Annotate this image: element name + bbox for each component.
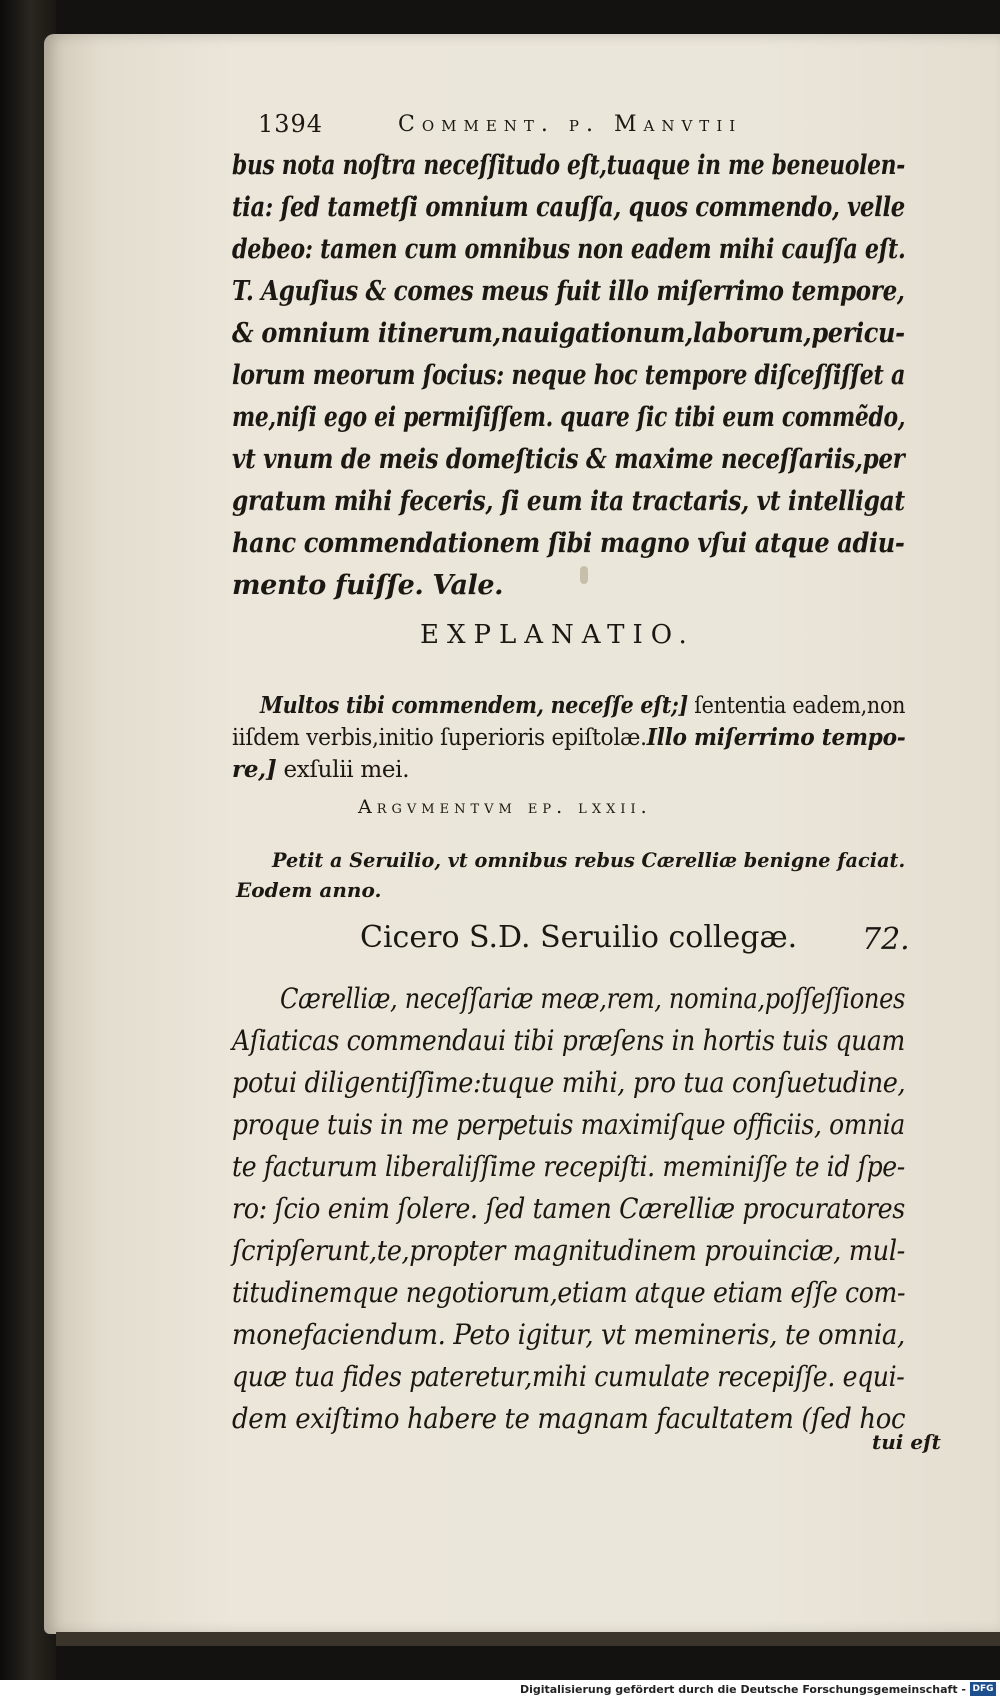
text-line: Cærelliæ, neceſſariæ meæ,rem, nomina,poſſeſſiones [280,982,906,1015]
text-line: & omnium itinerum,nauigationum,laborum,pericu- [232,318,905,349]
text-line: hanc commendationem ſibi magno vſui atque adiu- [232,528,905,559]
paper-stain [580,566,588,584]
text-line: monefaciendum. Peto igitur, vt memineris, te omnia, [232,1318,905,1351]
argumentum-line: Eodem anno. [236,878,382,902]
text-line: ſcripſerunt,te,propter magnitudinem prouinciæ, mul- [232,1234,905,1267]
argumentum-heading: Argvmentvm ep. lxxii. [358,796,652,818]
text-line: vt vnum de meis domeſticis & maxime neceſſariis,per [232,444,905,475]
running-head: Comment. p. Manvtii [398,112,743,137]
funding-notice: Digitalisierung gefördert durch die Deutsche Forschungsgemeinschaft - [519,1683,966,1696]
commentary: ſententia eadem,non [688,693,906,719]
text-line: dem exiſtimo habere te magnam facultatem (ſed hoc [232,1402,906,1435]
text-line: T. Aguſius & comes meus fuit illo miſerrimo tempore, [232,276,905,307]
page-bottom-edge [56,1632,1000,1646]
lemma: re,] [232,756,277,783]
text-line: mento fuiſſe. Vale. [232,570,504,601]
argumentum-line: Petit a Seruilio, vt omnibus rebus Cærelliæ benigne faciat. [272,848,906,872]
text-line: bus nota noſtra neceſſitudo eſt,tuaque in me beneuolen- [232,150,905,181]
commentary: iiſdem verbis,initio ſuperioris epiſtolæ. [232,725,647,751]
letter-title: Cicero S.D. Seruilio collegæ. [360,920,798,955]
dfg-logo: DFG [970,1682,996,1696]
text-line: gratum mihi feceris, ſi eum ita tractaris, vt intelligat [232,486,905,517]
text-line: tia: ſed tametſi omnium cauſſa, quos commendo, velle [232,192,905,223]
commentary: exſulii mei. [276,757,410,783]
text-line: te facturum liberaliſſime recepiſti. meminiſſe te id ſpe- [232,1150,905,1183]
text-line: lorum meorum ſocius: neque hoc tempore diſceſſiſſet a [232,360,906,391]
catchword: tui eſt [872,1430,941,1454]
lemma: Illo miſerrimo tempo- [646,724,906,751]
text-line: Aſiaticas commendaui tibi præſens in hortis tuis quam [232,1024,905,1057]
text-line: ro: ſcio enim ſolere. ſed tamen Cærelliæ procuratores [232,1192,905,1225]
book-page [44,34,1000,1634]
text-line: quæ tua fides pateretur,mihi cumulate recepiſſe. equi- [232,1360,905,1393]
lemma: Multos tibi commendem, neceſſe eſt;] [260,692,689,719]
letter-number: 72. [862,922,910,957]
explanatio-line [232,724,906,751]
page-number: 1394 [258,110,324,138]
text-line: potui diligentiſſime:tuque mihi, pro tua conſuetudine, [232,1066,906,1099]
explanatio-line [260,692,905,719]
text-line: debeo: tamen cum omnibus non eadem mihi cauſſa eſt. [232,234,906,265]
text-line: me,niſi ego ei permiſiſſem. quare ſic tibi eum commẽdo, [232,402,906,433]
text-line: titudinemque negotiorum,etiam atque etiam eſſe com- [232,1276,906,1309]
running-header [258,108,898,148]
explanatio-heading: EXPLANATIO. [420,620,695,650]
explanatio-line [232,756,409,783]
text-line: proque tuis in me perpetuis maximiſque officiis, omnia [232,1108,905,1141]
